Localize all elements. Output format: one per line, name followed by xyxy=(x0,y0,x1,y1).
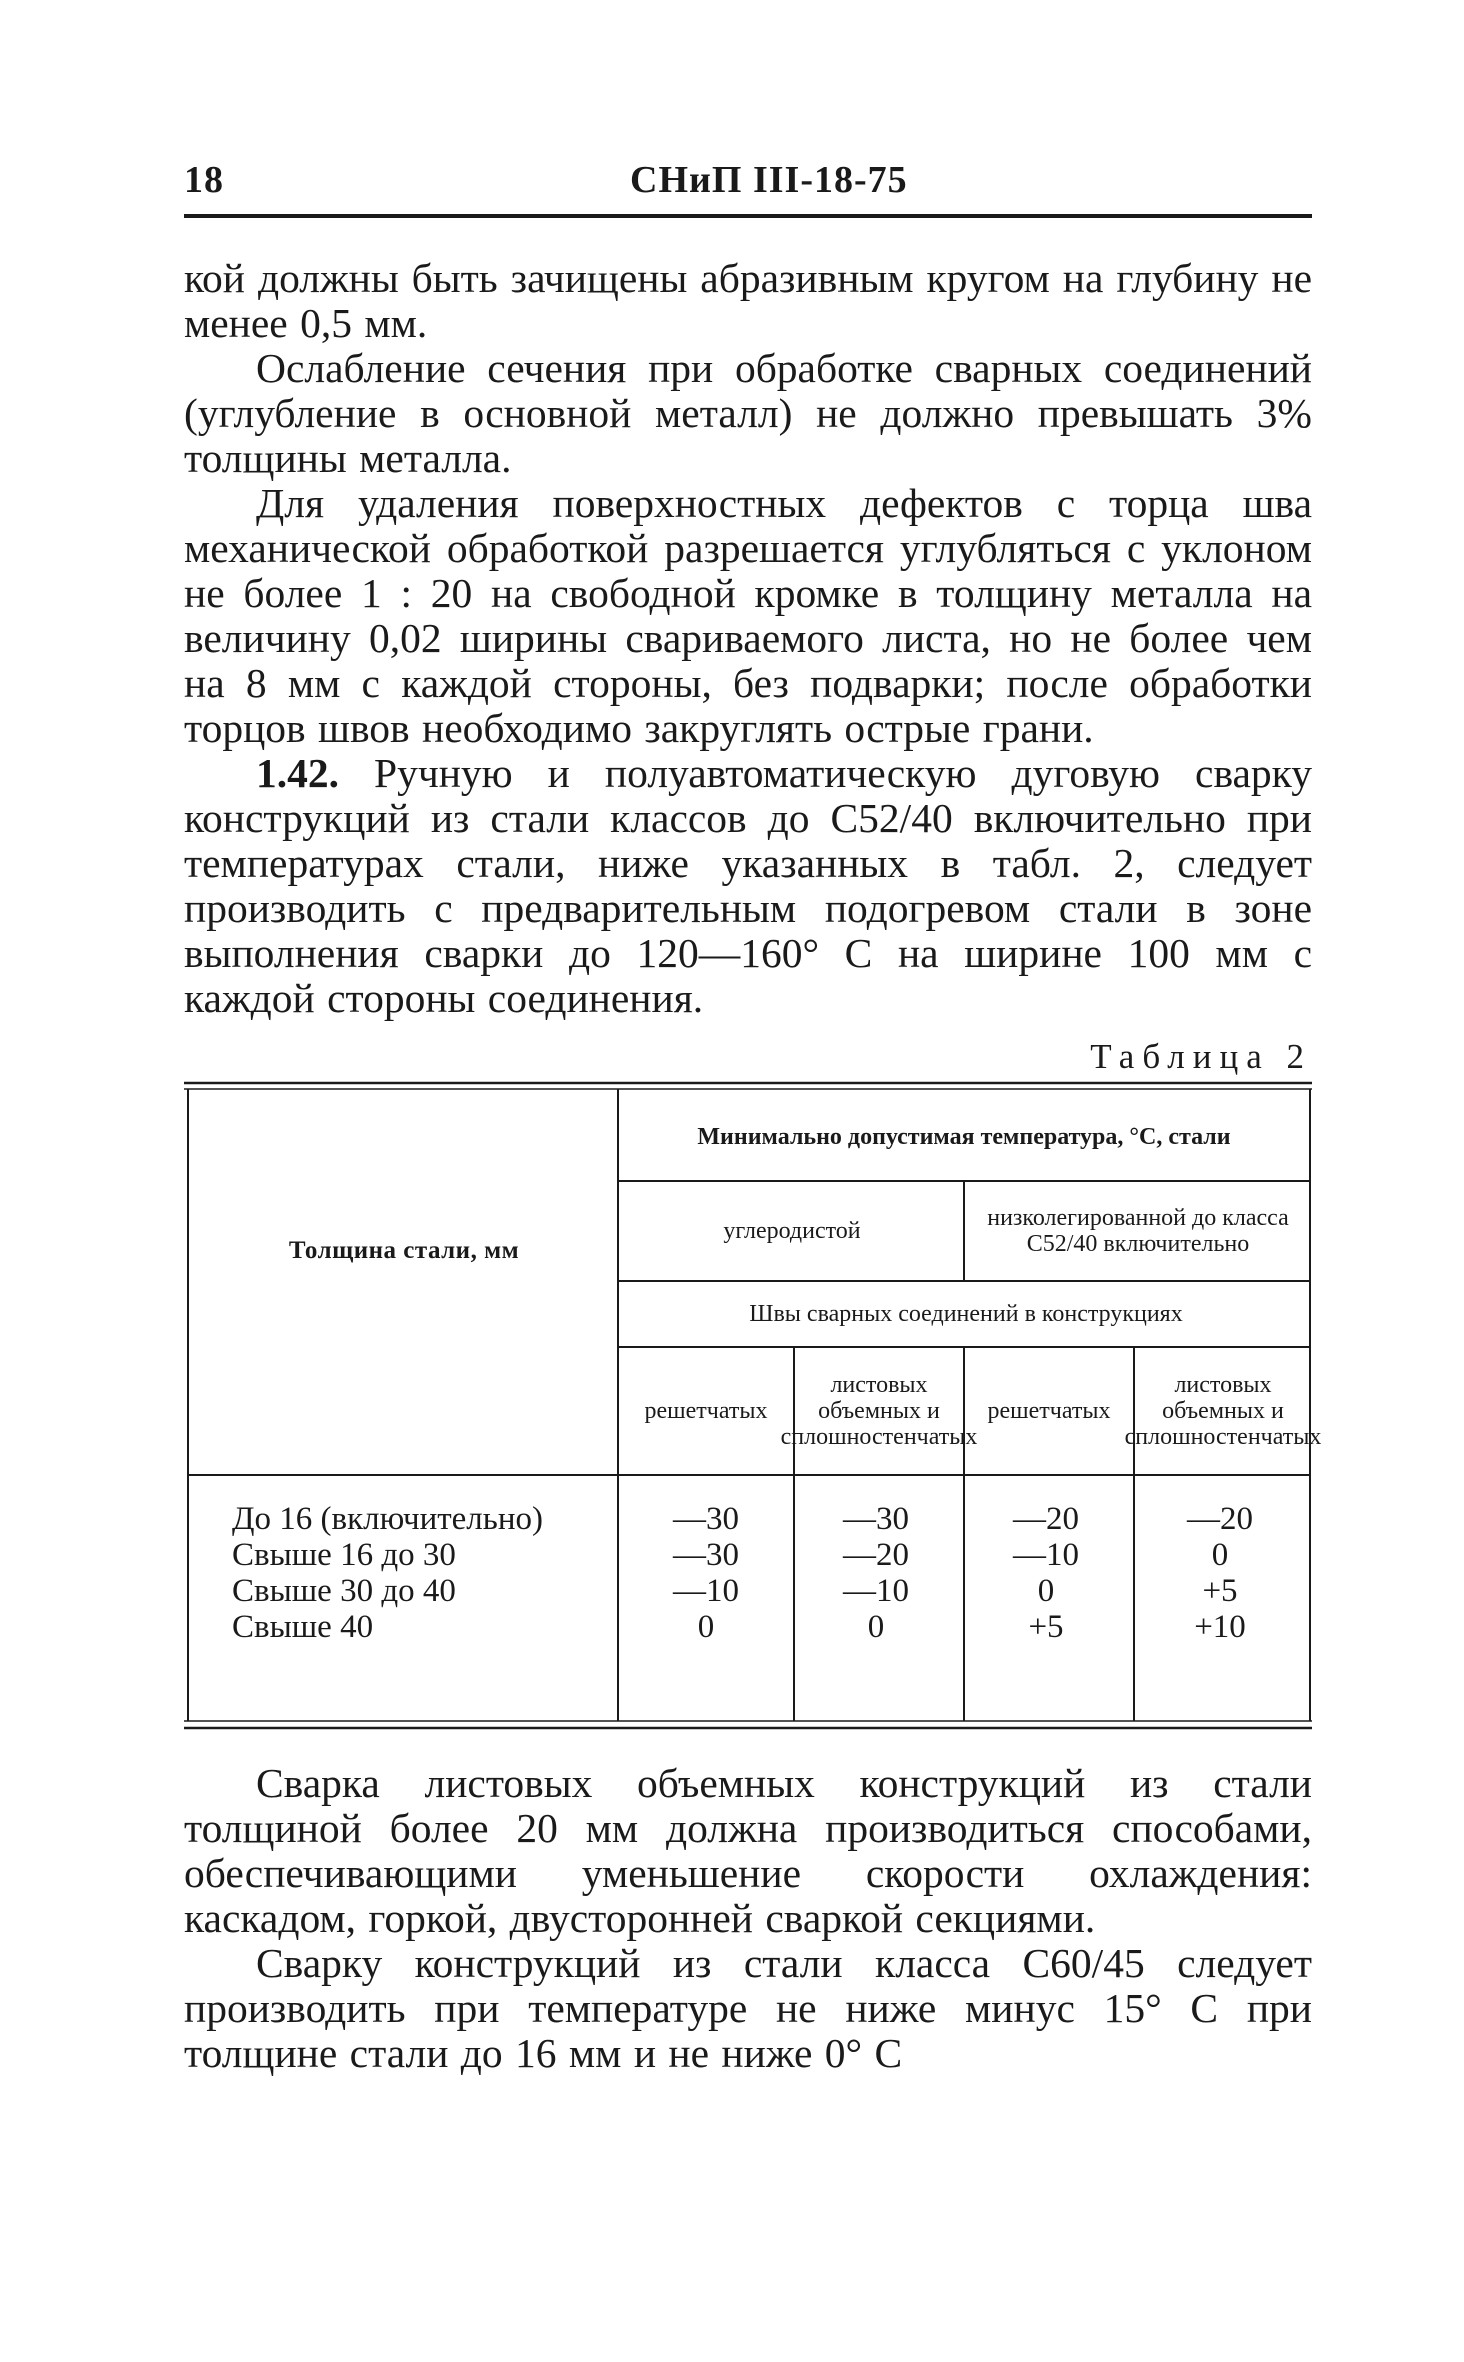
paragraph-sheet-welding: Сварка листовых объемных конструкций из стали толщиной более 20 мм должна производиться способами, обеспечивающими уменьшение скорости охлаждения: каскадом, горкой, двусторонней сваркой секциями. xyxy=(184,1760,1312,1941)
stub-header: Толщина стали, мм xyxy=(288,1237,520,1264)
document-page xyxy=(184,150,1322,2076)
table-cell: —20 xyxy=(1187,1501,1253,1537)
table-cell: +5 xyxy=(1028,1609,1064,1645)
table-cell: —10 xyxy=(673,1573,739,1609)
table-cell: 0 xyxy=(697,1609,715,1645)
table-cell: 0 xyxy=(867,1609,885,1645)
structure-type-lattice-carbon: решетчатых xyxy=(644,1398,768,1424)
body-text xyxy=(184,255,1322,2076)
table-cell: 0 xyxy=(1037,1573,1055,1609)
structure-type-sheet-alloy: листовых объемных и сплошностенчатых xyxy=(1124,1372,1322,1450)
table-cell: —30 xyxy=(843,1501,909,1537)
table-cell: +10 xyxy=(1194,1609,1246,1645)
table-cell: —20 xyxy=(843,1537,909,1573)
temperature-header: Минимально допустимая температура, °С, стали xyxy=(697,1124,1231,1150)
running-head xyxy=(184,150,1312,208)
joints-header: Швы сварных соединений в конструкциях xyxy=(749,1301,1183,1327)
table-cell: —30 xyxy=(673,1501,739,1537)
table-cell: —30 xyxy=(673,1537,739,1573)
row-thickness-label: Свыше 30 до 40 xyxy=(232,1573,456,1609)
table-cell: —10 xyxy=(1013,1537,1079,1573)
clause-number: 1.42. xyxy=(256,750,339,796)
table-caption: Таблица 2 xyxy=(1090,1037,1312,1076)
clause-1-42 xyxy=(184,751,1312,1021)
paragraph-continuation: кой должны быть зачищены абразивным кругом на глубину не менее 0,5 мм. xyxy=(184,255,1312,346)
paragraph-c60-welding: Сварку конструкций из стали класса С60/45 следует производить при температуре не ниже минус 15° С при толщине стали до 16 мм и не ниже 0° С xyxy=(184,1940,1312,2076)
row-thickness-label: До 16 (включительно) xyxy=(232,1501,543,1537)
clause-text: Ручную и полуавтоматическую дуговую сварку конструкций из стали классов до С52/40 включительно при температурах стали, ниже указанных в табл. 2, следует производить с предварительным подогревом стали в зоне выполнения сварки до 120—160° С на ширине 100 мм с каждой стороны соединения. xyxy=(184,750,1313,1021)
row-thickness-label: Свыше 40 xyxy=(232,1609,374,1645)
document-code: СНиП III-18-75 xyxy=(630,159,908,201)
table-cell: +5 xyxy=(1202,1573,1238,1609)
structure-type-sheet-carbon: листовых объемных и сплошностенчатых xyxy=(780,1372,978,1450)
paragraph-defect-removal: Для удаления поверхностных дефектов с торца шва механической обработкой разрешается углубляться с уклоном не более 1 : 20 на свободной кромке в толщину металла на величину 0,02 ширины свариваемого листа, но не более чем на 8 мм с каждой стороны, без подварки; после обработки торцов швов необходимо закруглять острые грани. xyxy=(184,480,1312,751)
structure-type-lattice-alloy: решетчатых xyxy=(987,1398,1111,1424)
page-number: 18 xyxy=(184,159,224,201)
paragraph-weakening: Ослабление сечения при обработке сварных соединений (углубление в основной металл) не должно превышать 3% толщины металла. xyxy=(184,345,1312,481)
steel-type-low-alloy: низколегированной до класса С52/40 включительно xyxy=(987,1205,1289,1257)
table-cell: —10 xyxy=(843,1573,909,1609)
row-thickness-label: Свыше 16 до 30 xyxy=(232,1537,456,1573)
table-cell: 0 xyxy=(1211,1537,1229,1573)
header-rule xyxy=(184,214,1312,218)
text-after-table xyxy=(184,1761,1312,2076)
steel-type-carbon: углеродистой xyxy=(723,1218,861,1244)
temperature-table xyxy=(184,1081,1322,1735)
table-cell: —20 xyxy=(1013,1501,1079,1537)
